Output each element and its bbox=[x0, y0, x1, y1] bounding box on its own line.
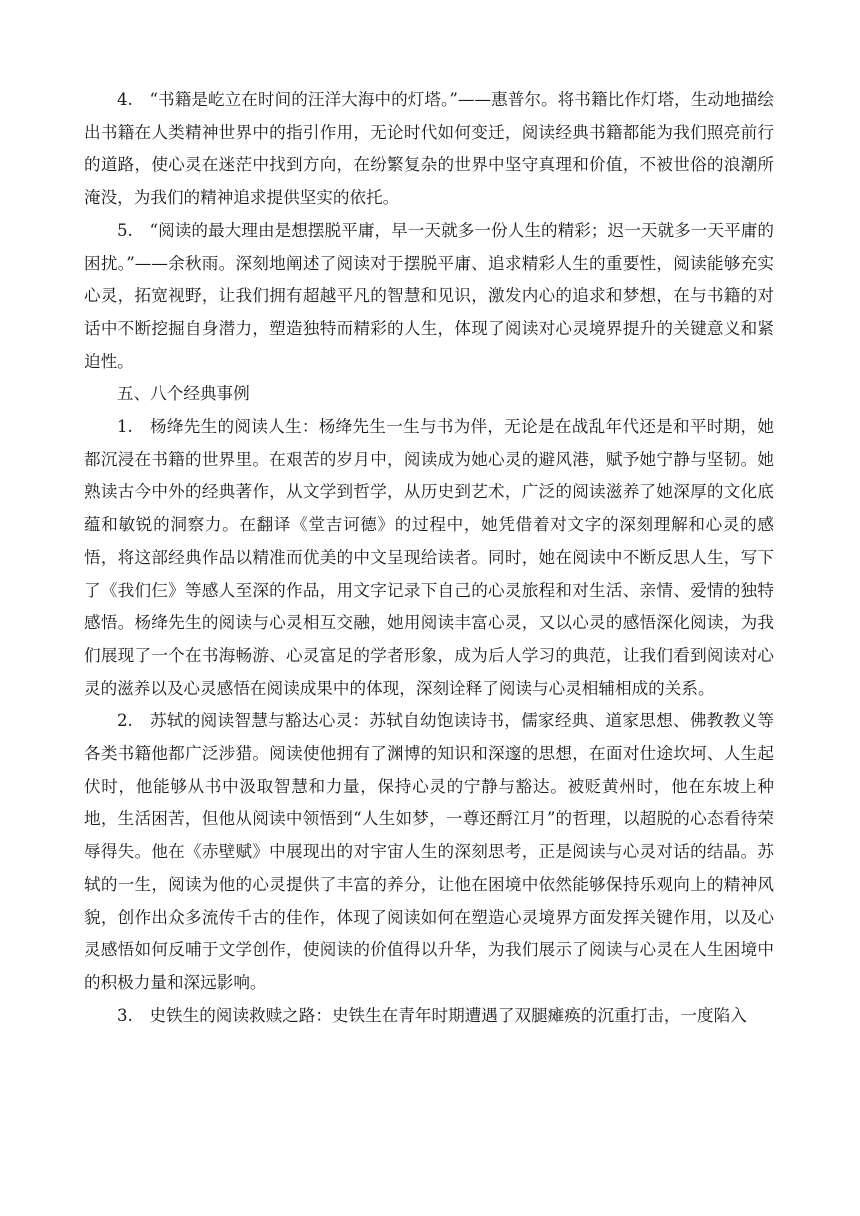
section-heading: 五、八个经典事例 bbox=[117, 384, 250, 404]
paragraph-example-1: 1. 杨绛先生的阅读人生：杨绛先生一生与书为伴，无论是在战乱年代还是和平时期，她都沉浸在书籍的世界里。在艰苦的岁月中，阅读成为她心灵的避风港，赋予她宁静与坚韧。她熟读古今中外的经典著作，从文学到哲学，从历史到艺术，广泛的阅读滋养了她深厚的文化底蕴和敏锐的洞察力。在翻译《堂吉诃德》的过程中，她凭借着对文字的深刻理解和心灵的感悟，将这部经典作品以精准而优美的中文呈现给读者。同时，她在阅读中不断反思人生，写下了《我们仨》等感人至深的作品，用文字记录下自己的心灵旅程和对生活、亲情、爱情的独特感悟。杨绛先生的阅读与心灵相互交融，她用阅读丰富心灵，又以心灵的感悟深化阅读，为我们展现了一个在书海畅游、心灵富足的学者形象，成为后人学习的典范，让我们看到阅读对心灵的滋养以及心灵感悟在阅读成果中的体现，深刻诠释了阅读与心灵相辅相成的关系。 bbox=[84, 417, 774, 698]
paragraph-example-2: 2. 苏轼的阅读智慧与豁达心灵：苏轼自幼饱读诗书，儒家经典、道家思想、佛教教义等各类书籍他都广泛涉猎。阅读使他拥有了渊博的知识和深邃的思想，在面对仕途坎坷、人生起伏时，他能够从书中汲取智慧和力量，保持心灵的宁静与豁达。被贬黄州时，他在东坡上种地，生活困苦，但他从阅读中领悟到“人生如梦，一尊还酹江月”的哲理，以超脱的心态看待荣辱得失。他在《赤壁赋》中展现出的对宇宙人生的深刻思考，正是阅读与心灵对话的结晶。苏轼的一生，阅读为他的心灵提供了丰富的养分，让他在困境中依然能够保持乐观向上的精神风貌，创作出众多流传千古的佳作，体现了阅读如何在塑造心灵境界方面发挥关键作用，以及心灵感悟如何反哺于文学创作，使阅读的价值得以升华，为我们展示了阅读与心灵在人生困境中的积极力量和深远影响。 bbox=[84, 711, 774, 992]
document-page bbox=[84, 84, 774, 1032]
paragraph-quote-4: 4. “书籍是屹立在时间的汪洋大海中的灯塔。”——惠普尔。将书籍比作灯塔，生动地描绘出书籍在人类精神世界中的指引作用，无论时代如何变迁，阅读经典书籍都能为我们照亮前行的道路，使心灵在迷茫中找到方向，在纷繁复杂的世界中坚守真理和价值，不被世俗的浪潮所淹没，为我们的精神追求提供坚实的依托。 bbox=[84, 90, 774, 208]
paragraph-quote-5: 5. “阅读的最大理由是想摆脱平庸，早一天就多一份人生的精彩；迟一天就多一天平庸的困扰。”——余秋雨。深刻地阐述了阅读对于摆脱平庸、追求精彩人生的重要性，阅读能够充实心灵，拓宽视野，让我们拥有超越平凡的智慧和见识，激发内心的追求和梦想，在与书籍的对话中不断挖掘自身潜力，塑造独特而精彩的人生，体现了阅读对心灵境界提升的关键意义和紧迫性。 bbox=[84, 220, 774, 371]
paragraph-example-3: 3. 史铁生的阅读救赎之路：史铁生在青年时期遭遇了双腿瘫痪的沉重打击，一度陷入 bbox=[117, 1005, 747, 1025]
